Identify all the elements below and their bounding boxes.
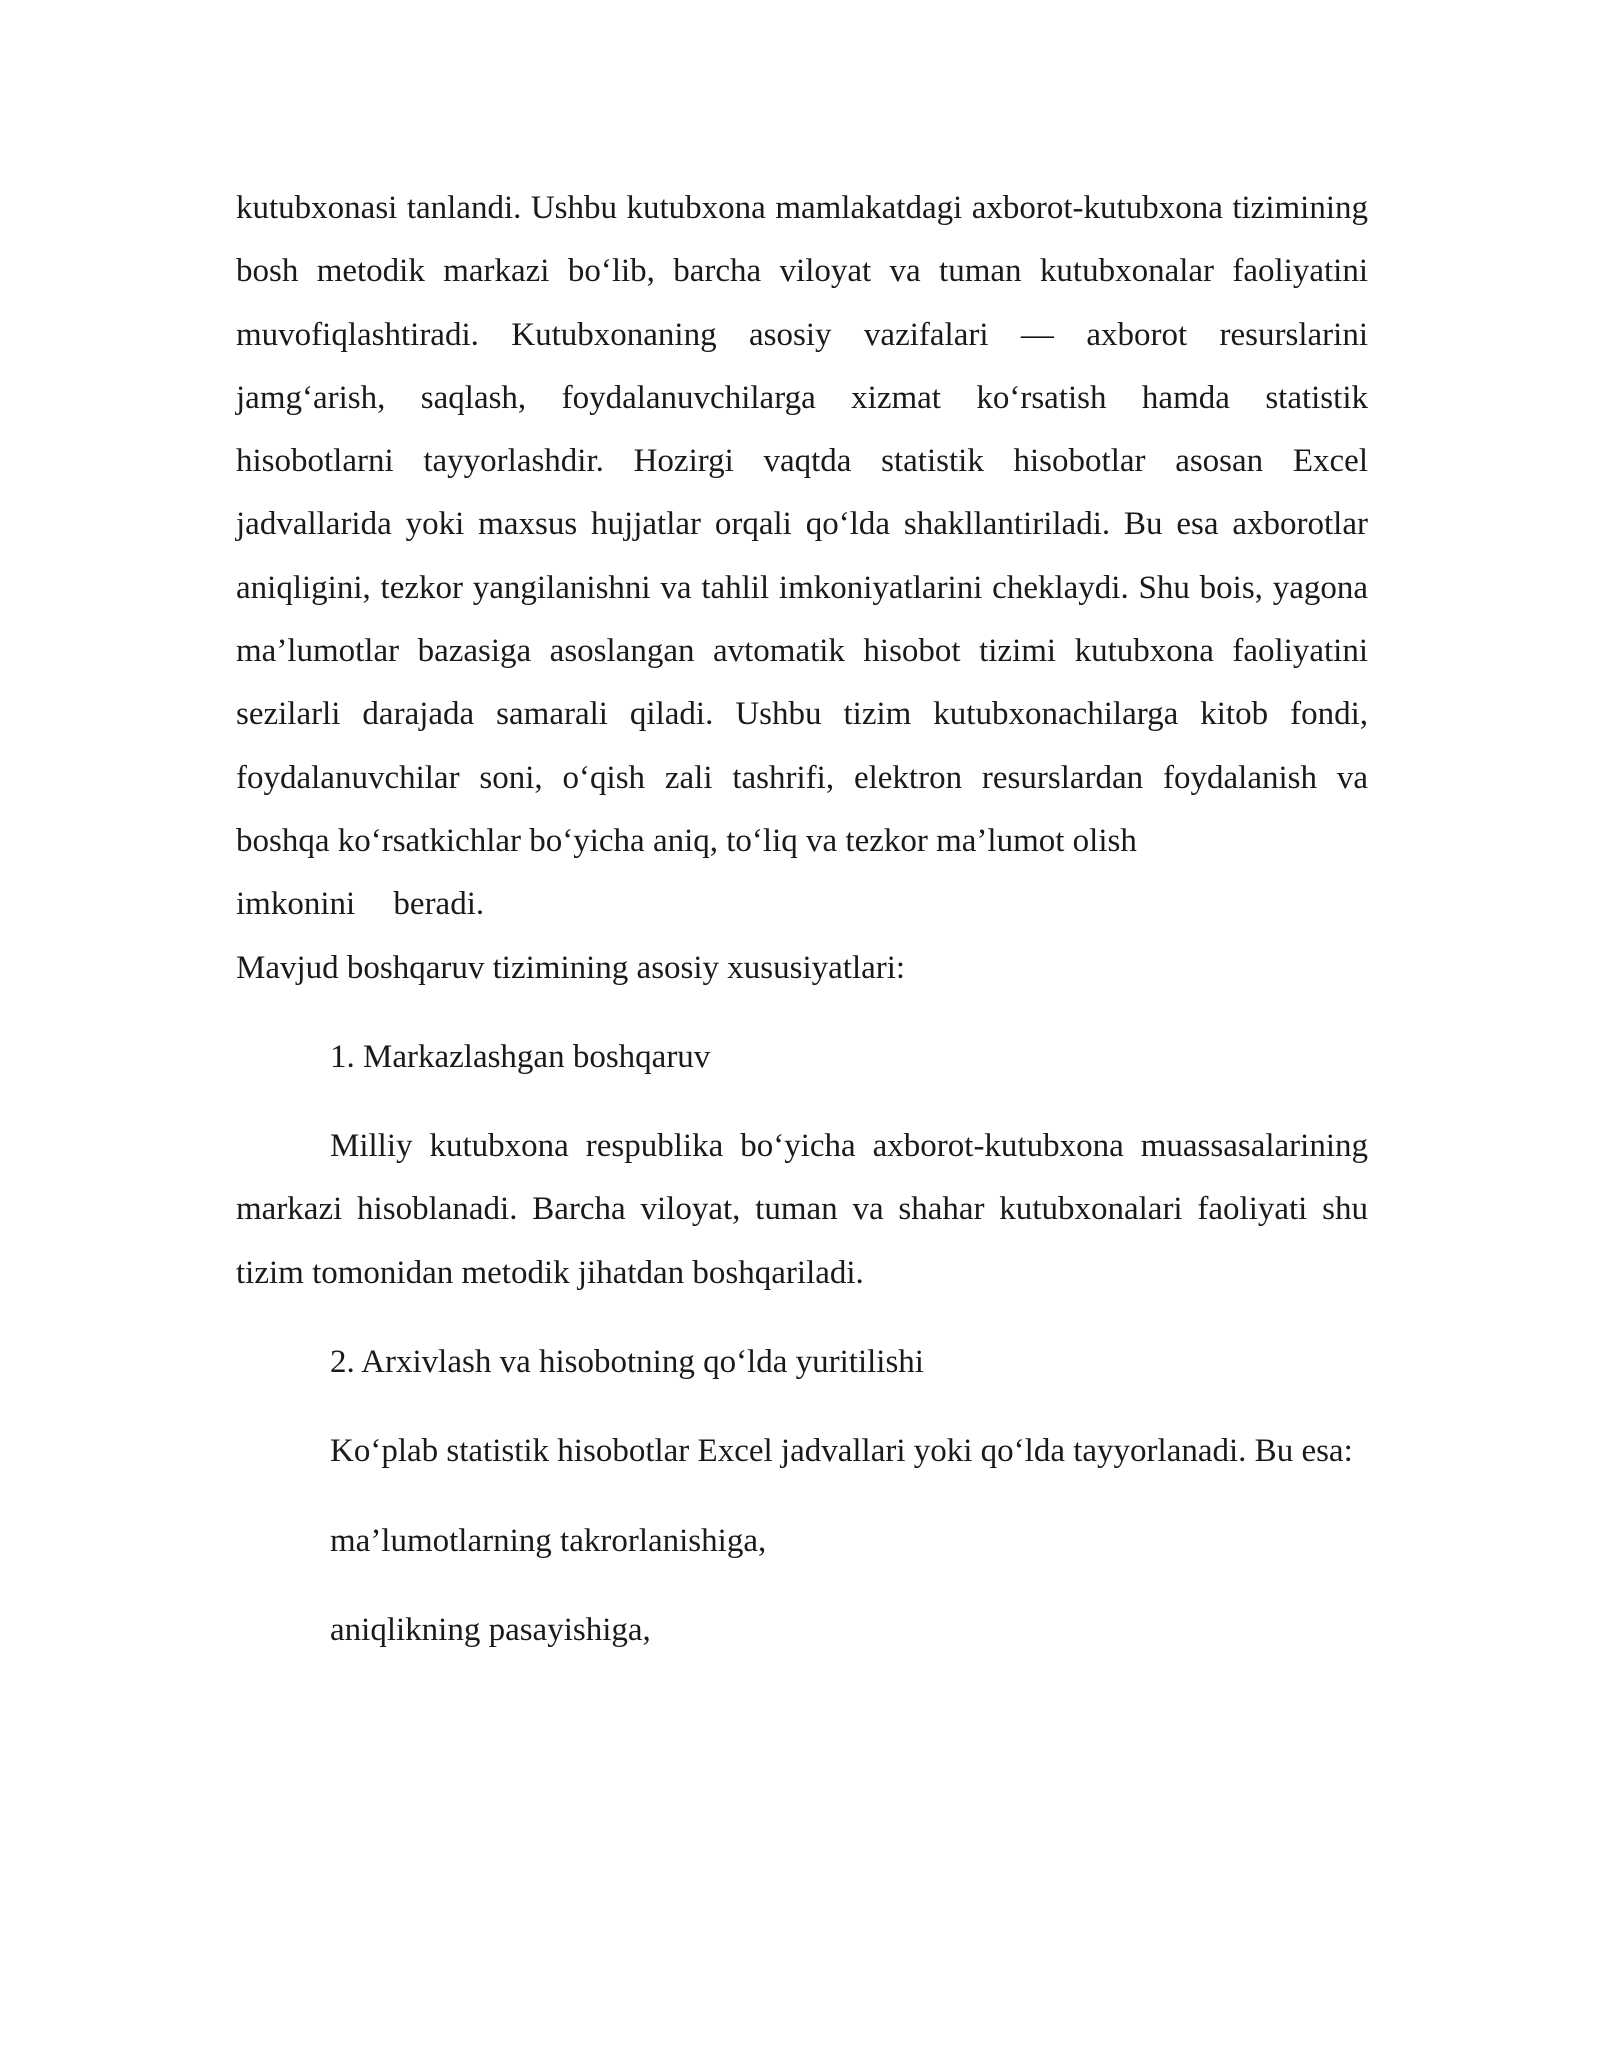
section-title-manual-reporting: 2. Arxivlash va hisobotning qo‘lda yuritilishi [330, 1344, 924, 1381]
section-title-centralized-management: 1. Markazlashgan boshqaruv [330, 1038, 711, 1075]
consequence-item: aniqlikning pasayishiga, [330, 1611, 651, 1648]
features-heading: Mavjud boshqaruv tizimining asosiy xususiyatlari: [236, 949, 906, 986]
section-paragraph-manual-reporting: Ko‘plab statistik hisobotlar Excel jadvallari yoki qo‘lda tayyorlanadi. Bu esa: [330, 1433, 1353, 1470]
section-paragraph-centralized-management: Milliy kutubxona respublika bo‘yicha axborot-kutubxona muassasalarining markazi hisoblanadi. Barcha viloyat, tuman va shahar kutubxonalari faoliyati shu tizim tomonidan metodik jihatdan boshqariladi. [236, 1128, 1368, 1291]
document-body [236, 177, 1368, 1662]
body-paragraph-end: imkonini beradi. [236, 886, 485, 923]
body-paragraph: kutubxonasi tanlandi. Ushbu kutubxona mamlakatdagi axborot-kutubxona tizimining bosh metodik markazi bo‘lib, barcha viloyat va tuman kutubxonalar faoliyatini muvofiqlashtiradi. Kutubxonaning asosiy vazifalari — axborot resurslarini jamg‘arish, saqlash, foydalanuvchilarga xizmat ko‘rsatish hamda statistik hisobotlarni tayyorlashdir. Hozirgi vaqtda statistik hisobotlar asosan Excel jadvallarida yoki maxsus hujjatlar orqali qo‘lda shakllantiriladi. Bu esa axborotlar aniqligini, tezkor yangilanishni va tahlil imkoniyatlarini cheklaydi. Shu bois, yagona ma’lumotlar bazasiga asoslangan avtomatik hisobot tizimi kutubxona faoliyatini sezilarli darajada samarali qiladi. Ushbu tizim kutubxonachilarga kitob fondi, foydalanuvchilar soni, o‘qish zali tashrifi, elektron resurslardan foydalanish va boshqa ko‘rsatkichlar bo‘yicha aniq, to‘liq va tezkor ma’lumot olish [236, 190, 1368, 859]
consequence-item: ma’lumotlarning takrorlanishiga, [330, 1522, 767, 1559]
